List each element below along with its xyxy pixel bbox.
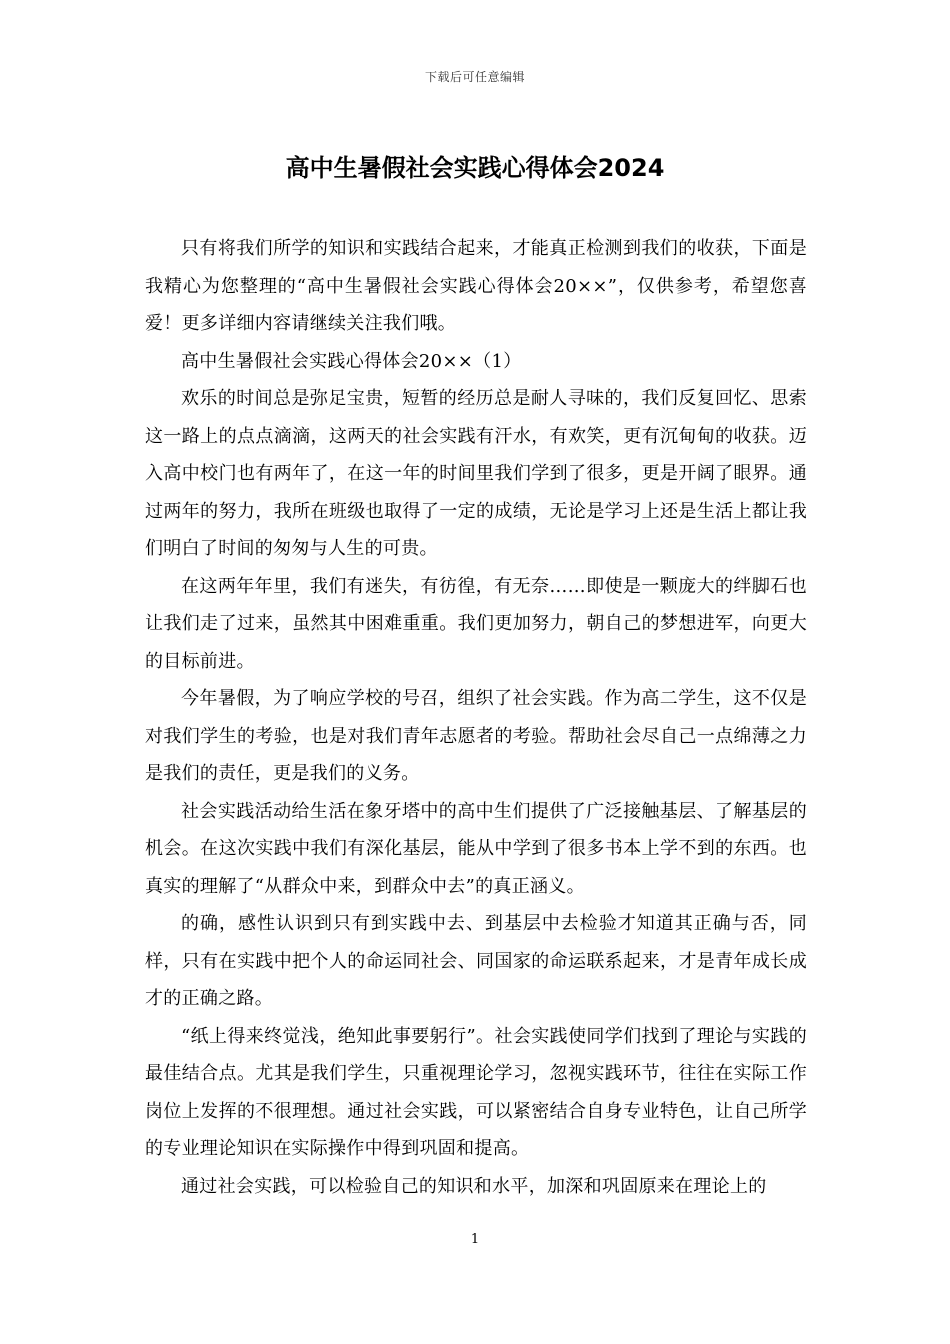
- body-paragraph: 的确，感性认识到只有到实践中去、到基层中去检验才知道其正确与否，同样，只有在实践中把个人的命运同社会、同国家的命运联系起来，才是青年成长成才的正确之路。: [145, 913, 807, 1009]
- page-number: 1: [470, 1232, 480, 1247]
- intro-paragraph: 只有将我们所学的知识和实践结合起来，才能真正检测到我们的收获，下面是我精心为您整理的“高中生暑假社会实践心得体会20××”，仅供参考，希望您喜爱！更多详细内容请继续关注我们哦。: [145, 238, 807, 334]
- body-paragraph: 通过社会实践，可以检验自己的知识和水平，加深和巩固原来在理论上的: [181, 1175, 767, 1197]
- body-paragraph: 社会实践活动给生活在象牙塔中的高中生们提供了广泛接触基层、了解基层的机会。在这次实践中我们有深化基层，能从中学到了很多书本上学不到的东西。也真实的理解了“从群众中来，到群众中去”的真正涵义。: [145, 800, 807, 897]
- document-title: 高中生暑假社会实践心得体会2024: [285, 154, 665, 182]
- header-note: 下载后可任意编辑: [424, 70, 525, 84]
- section-heading: 高中生暑假社会实践心得体会20××（1）: [181, 350, 522, 372]
- body-paragraph: 在这两年年里，我们有迷失，有彷徨，有无奈……即使是一颗庞大的绊脚石也让我们走了过来，虽然其中困难重重。我们更加努力，朝自己的梦想进军，向更大的目标前进。: [145, 575, 807, 672]
- body-paragraph: 欢乐的时间总是弥足宝贵，短暂的经历总是耐人寻味的，我们反复回忆、思索这一路上的点点滴滴，这两天的社会实践有汗水，有欢笑，更有沉甸甸的收获。迈入高中校门也有两年了，在这一年的时间里我们学到了很多，更是开阔了眼界。通过两年的努力，我所在班级也取得了一定的成绩，无论是学习上还是生活上都让我们明白了时间的匆匆与人生的可贵。: [145, 388, 807, 559]
- body-paragraph: 今年暑假，为了响应学校的号召，组织了社会实践。作为高二学生，这不仅是对我们学生的考验，也是对我们青年志愿者的考验。帮助社会尽自己一点绵薄之力是我们的责任，更是我们的义务。: [145, 688, 807, 784]
- body-paragraph: “纸上得来终觉浅，绝知此事要躬行”。社会实践使同学们找到了理论与实践的最佳结合点。尤其是我们学生，只重视理论学习，忽视实践环节，往往在实际工作岗位上发挥的不很理想。通过社会实践，可以紧密结合自身专业特色，让自己所学的专业理论知识在实际操作中得到巩固和提高。: [145, 1025, 807, 1159]
- document-body: [145, 230, 807, 1205]
